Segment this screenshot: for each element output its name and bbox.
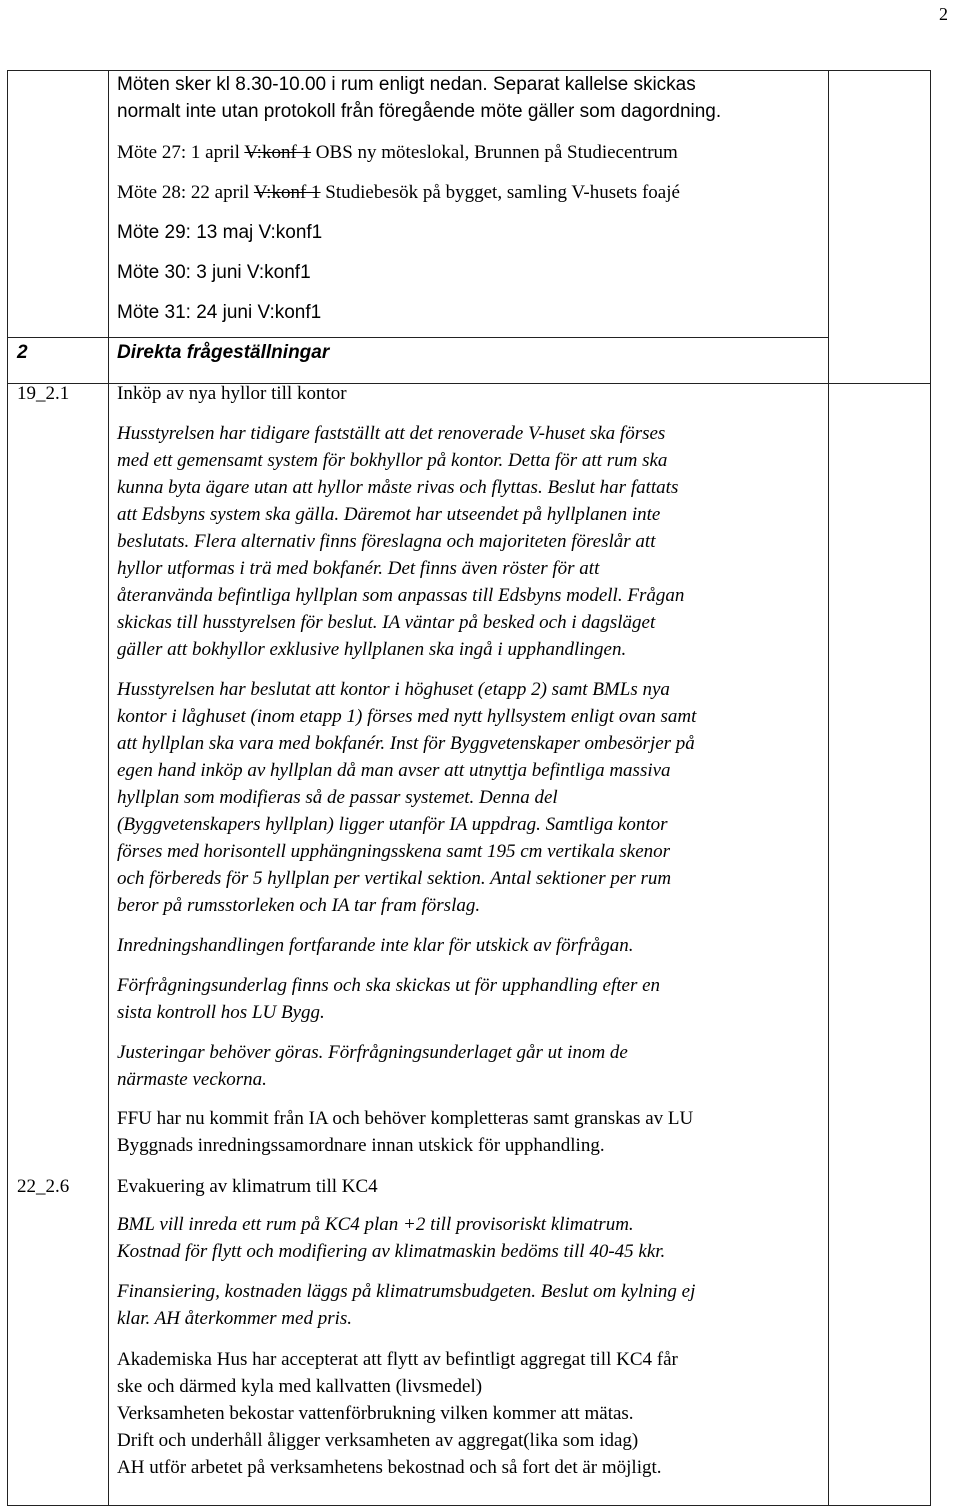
text-line: Akademiska Hus har accepterat att flytt av befintligt aggregat till KC4 får bbox=[117, 1349, 678, 1370]
text-line: Förfrågningsunderlag finns och ska skickas ut för upphandling efter en bbox=[117, 975, 661, 996]
text-line: beror på rumsstorleken och IA tar fram förslag. bbox=[117, 895, 481, 916]
text-line: AH utför arbetet på verksamhetens bekostnad och så fort det är möjligt. bbox=[117, 1457, 662, 1478]
text-line: Justeringar behöver göras. Förfrågningsunderlaget går ut inom de bbox=[117, 1042, 628, 1063]
text-line: Inredningshandlingen fortfarande inte klar för utskick av förfrågan. bbox=[117, 935, 634, 956]
text-line: hyllplan som modifieras så de passar systemet. Denna del bbox=[117, 787, 558, 808]
meeting-row bbox=[117, 179, 817, 219]
text-line: hyllor utformas i trä med bokfanér. Det finns även röster för att bbox=[117, 558, 600, 579]
meeting-label: Möte 27: 1 april bbox=[117, 142, 240, 163]
item-paragraph bbox=[117, 1211, 817, 1265]
item-title: Evakuering av klimatrum till KC4 bbox=[117, 1176, 378, 1197]
item-paragraph bbox=[117, 676, 817, 919]
text-line: kontor i låghuset (inom etapp 1) förses med nytt hyllsystem enligt ovan samt bbox=[117, 706, 697, 727]
section-title: Direkta frågeställningar bbox=[117, 342, 330, 363]
meeting-note: Studiebesök på bygget, samling V-husets foajé bbox=[325, 182, 680, 203]
meeting-row bbox=[117, 219, 817, 259]
item-paragraph bbox=[117, 1278, 817, 1332]
item-id: 19_2.1 bbox=[17, 383, 70, 404]
text-line: återanvända befintliga hyllplan som anpassas till Edsbyns modell. Frågan bbox=[117, 585, 685, 606]
item-paragraph bbox=[117, 972, 817, 1026]
item-paragraph bbox=[117, 420, 817, 663]
item-body bbox=[117, 1211, 817, 1345]
text-line: Verksamheten bekostar vattenförbrukning vilken kommer att mätas. bbox=[117, 1403, 634, 1424]
item-paragraph bbox=[117, 932, 817, 959]
meeting-note: OBS ny möteslokal, Brunnen på Studiecentrum bbox=[315, 142, 678, 163]
intro-line: normalt inte utan protokoll från föregående möte gäller som dagordning. bbox=[117, 101, 722, 122]
text-line: kunna byta ägare utan att hyllor måste rivas och flyttas. Beslut har fattats bbox=[117, 477, 679, 498]
item-paragraph-upright bbox=[117, 1346, 817, 1481]
text-line: förses med horisontell upphängningsskena samt 195 cm vertikala skenor bbox=[117, 841, 671, 862]
intro-line: Möten sker kl 8.30-10.00 i rum enligt nedan. Separat kallelse skickas bbox=[117, 74, 696, 95]
text-line: gäller att bokhyllor exklusive hyllplanen ska ingå i upphandlingen. bbox=[117, 639, 627, 660]
text-line: Husstyrelsen har tidigare fastställt att det renoverade V-huset ska förses bbox=[117, 423, 666, 444]
text-line: Byggnads inredningssamordnare innan utskick för upphandling. bbox=[117, 1135, 605, 1156]
text-line: Finansiering, kostnaden läggs på klimatrumsbudgeten. Beslut om kylning ej bbox=[117, 1281, 696, 1302]
text-line: klar. AH återkommer med pris. bbox=[117, 1308, 353, 1329]
item-title: Inköp av nya hyllor till kontor bbox=[117, 383, 347, 404]
text-line: skickas till husstyrelsen för beslut. IA väntar på besked och i dagsläget bbox=[117, 612, 656, 633]
meeting-struck-room: V:konf 1 bbox=[253, 182, 321, 203]
item-body bbox=[117, 420, 817, 1106]
text-line: att hyllplan ska vara med bokfanér. Inst för Byggvetenskaper ombesörjer på bbox=[117, 733, 695, 754]
meeting-row bbox=[117, 259, 817, 299]
item-paragraph-upright bbox=[117, 1105, 817, 1159]
column-divider-left bbox=[108, 71, 109, 1505]
meeting-label: Möte 30: 3 juni V:konf1 bbox=[117, 262, 311, 283]
meeting-struck-room: V:konf 1 bbox=[244, 142, 312, 163]
text-line: ske och därmed kyla med kallvatten (livsmedel) bbox=[117, 1376, 483, 1397]
meeting-label: Möte 29: 13 maj V:konf1 bbox=[117, 222, 323, 243]
text-line: att Edsbyns system ska gälla. Däremot har utseendet på hyllplanen inte bbox=[117, 504, 661, 525]
item-id: 22_2.6 bbox=[17, 1176, 70, 1197]
text-line: närmaste veckorna. bbox=[117, 1069, 267, 1090]
meeting-label: Möte 28: 22 april bbox=[117, 182, 250, 203]
meeting-schedule bbox=[117, 139, 817, 339]
section-number: 2 bbox=[17, 342, 28, 363]
text-line: sista kontroll hos LU Bygg. bbox=[117, 1002, 325, 1023]
text-line: Kostnad för flytt och modifiering av klimatmaskin bedöms till 40-45 kkr. bbox=[117, 1241, 666, 1262]
meeting-intro bbox=[117, 71, 817, 125]
text-line: BML vill inreda ett rum på KC4 plan +2 till provisoriskt klimatrum. bbox=[117, 1214, 634, 1235]
meeting-label: Möte 31: 24 juni V:konf1 bbox=[117, 302, 322, 323]
text-line: Drift och underhåll åligger verksamheten av aggregat(lika som idag) bbox=[117, 1430, 639, 1451]
text-line: med ett gemensamt system för bokhyllor på kontor. Detta för att rum ska bbox=[117, 450, 668, 471]
page-number: 2 bbox=[939, 4, 948, 24]
text-line: (Byggvetenskapers hyllplan) ligger utanför IA uppdrag. Samtliga kontor bbox=[117, 814, 668, 835]
text-line: egen hand inköp av hyllplan då man avser att utnyttja befintliga massiva bbox=[117, 760, 671, 781]
meeting-row bbox=[117, 299, 817, 339]
text-line: beslutats. Flera alternativ finns föreslagna och majoriteten föreslår att bbox=[117, 531, 656, 552]
item-paragraph bbox=[117, 1039, 817, 1093]
text-line: FFU har nu kommit från IA och behöver kompletteras samt granskas av LU bbox=[117, 1108, 694, 1129]
column-divider-right bbox=[828, 71, 829, 1505]
text-line: och förbereds för 5 hyllplan per vertikal sektion. Antal sektioner per rum bbox=[117, 868, 672, 889]
text-line: Husstyrelsen har beslutat att kontor i höghuset (etapp 2) samt BMLs nya bbox=[117, 679, 670, 700]
meeting-row bbox=[117, 139, 817, 179]
